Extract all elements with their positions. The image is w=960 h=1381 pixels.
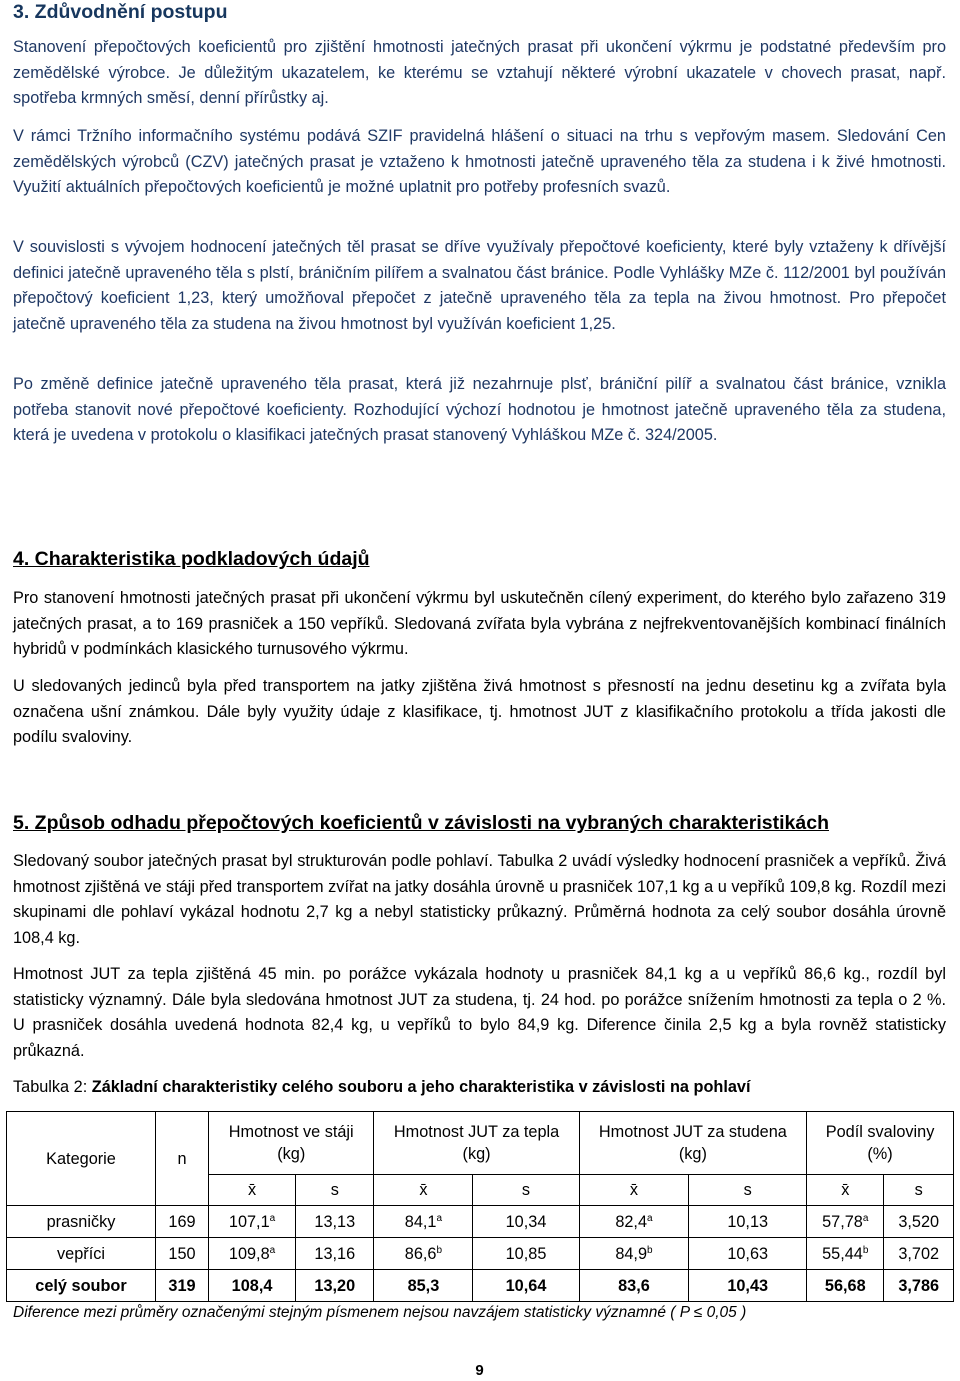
cell-value: 109,8$^a$ bbox=[209, 1238, 296, 1270]
cell-n: 150 bbox=[156, 1238, 209, 1270]
cell-value: 84,9$^b$ bbox=[579, 1238, 689, 1270]
header-kategorie: Kategorie bbox=[7, 1112, 156, 1206]
subheader-sd: s bbox=[473, 1175, 579, 1206]
table-caption-prefix: Tabulka 2: bbox=[13, 1078, 92, 1096]
cell-value: 3,702 bbox=[884, 1238, 954, 1270]
cell-value: 10,13 bbox=[689, 1206, 807, 1238]
cell-value: 56,68 bbox=[807, 1270, 884, 1302]
section-5-paragraph-2: Hmotnost JUT za tepla zjištěná 45 min. po porážce vykázala hodnoty u prasniček 84,1 kg a u vepříků 86,6 kg., rozdíl byl statisticky významný. Dále byla sledována hmotnost JUT za studena, tj. 24 hod. po porážce snížením hmotnosti za tepla o 2 %. U prasniček dosáhla uvedená hodnota 82,4 kg, u vepříků to bylo 84,9 kg. Diference činila 2,5 kg a byla rovněž statisticky průkazná. bbox=[13, 965, 946, 1060]
cell-value: 85,3 bbox=[374, 1270, 473, 1302]
cell-value: 108,4 bbox=[209, 1270, 296, 1302]
section-5-paragraph-1: Sledovaný soubor jatečných prasat byl strukturován podle pohlaví. Tabulka 2 uvádí výsledky hodnocení prasniček a vepříků. Živá hmotnost zjištěná ve stáji před transportem zvířat na jatky dosáhla úrovně u prasniček 107,1 kg a u vepříků 109,8 kg. Rozdíl mezi skupinami dle pohlaví vykázal hodnotu 2,7 kg a nebyl statisticky průkazný. Průměrná hodnota za celý soubor dosáhla úrovně 108,4 kg. bbox=[13, 852, 946, 947]
subheader-mean: x̄ bbox=[579, 1175, 689, 1206]
table-row-veprici bbox=[7, 1238, 954, 1270]
subheader-mean: x̄ bbox=[807, 1175, 884, 1206]
subheader-mean: x̄ bbox=[209, 1175, 296, 1206]
cell-value: 10,34 bbox=[473, 1206, 579, 1238]
subheader-sd: s bbox=[689, 1175, 807, 1206]
cell-value: 55,44$^b$ bbox=[807, 1238, 884, 1270]
header-jut-tepla: Hmotnost JUT za tepla (kg) bbox=[374, 1112, 579, 1175]
header-n: n bbox=[156, 1112, 209, 1206]
cell-value: 86,6$^b$ bbox=[374, 1238, 473, 1270]
cell-value: 13,20 bbox=[296, 1270, 374, 1302]
section-4-paragraph-1: Pro stanovení hmotnosti jatečných prasat při ukončení výkrmu byl uskutečněn cílený experiment, do kterého bylo zařazeno 319 jatečných prasat, a to 169 prasniček a 150 vepříků. Sledovaná zvířata byla vybrána z nejfrekventovanějších kombinací finálních hybridů v podmínkách klasického turnusového výkrmu. bbox=[13, 589, 946, 659]
table-row-prasnicky bbox=[7, 1206, 954, 1238]
results-table bbox=[6, 1111, 954, 1302]
section-4-heading: 4. Charakteristika podkladových údajů bbox=[13, 548, 370, 570]
cell-kategorie: prasničky bbox=[7, 1206, 156, 1238]
cell-value: 57,78$^a$ bbox=[807, 1206, 884, 1238]
cell-value: 10,43 bbox=[689, 1270, 807, 1302]
table-footnote: Diference mezi průměry označenými stejným písmenem nejsou navzájem statisticky významné ( P ≤ 0,05 ) bbox=[13, 1304, 747, 1321]
cell-value: 82,4$^a$ bbox=[579, 1206, 689, 1238]
cell-value: 13,16 bbox=[296, 1238, 374, 1270]
cell-value: 107,1$^a$ bbox=[209, 1206, 296, 1238]
cell-value: 10,63 bbox=[689, 1238, 807, 1270]
cell-value: 10,85 bbox=[473, 1238, 579, 1270]
cell-n: 169 bbox=[156, 1206, 209, 1238]
subheader-sd: s bbox=[884, 1175, 954, 1206]
section-3-paragraph-1: Stanovení přepočtových koeficientů pro zjištění hmotnosti jatečných prasat při ukončení výkrmu je podstatné především pro zemědělské výrobce. Je důležitým ukazatelem, ke kterému se vztahují některé výrobní ukazatele v chovech prasat, např. spotřeba krmných směsí, denní přírůstky aj. bbox=[13, 38, 946, 108]
section-5-heading: 5. Způsob odhadu přepočtových koeficientů v závislosti na vybraných charakteristikách bbox=[13, 812, 829, 834]
table-header-row bbox=[7, 1112, 954, 1175]
header-hmotnost-staj: Hmotnost ve stáji (kg) bbox=[209, 1112, 374, 1175]
section-3-heading: 3. Zdůvodnění postupu bbox=[13, 1, 228, 23]
section-3-paragraph-3: V souvislosti s vývojem hodnocení jatečných těl prasat se dříve využívaly přepočtové koeficienty, které byly vztaženy k dřívější definici jatečně upraveného těla s plstí, bráničním pilířem a svalnatou část bránice. Podle Vyhlášky MZe č. 112/2001 byl používán přepočtový koeficient 1,23, který umožňoval přepočet z jatečně upraveného těla za tepla na živou hmotnost. Pro přepočet jatečně upraveného těla za studena na živou hmotnost byl využíván koeficient 1,25. bbox=[13, 238, 946, 333]
header-jut-studena: Hmotnost JUT za studena (kg) bbox=[579, 1112, 806, 1175]
cell-value: 10,64 bbox=[473, 1270, 579, 1302]
table-caption-title: Základní charakteristiky celého souboru a jeho charakteristika v závislosti na pohlaví bbox=[91, 1078, 751, 1096]
cell-value: 83,6 bbox=[579, 1270, 689, 1302]
cell-value: 84,1$^a$ bbox=[374, 1206, 473, 1238]
table-caption bbox=[13, 1076, 946, 1098]
subheader-sd: s bbox=[296, 1175, 374, 1206]
cell-value: 3,520 bbox=[884, 1206, 954, 1238]
cell-kategorie: vepříci bbox=[7, 1238, 156, 1270]
cell-value: 13,13 bbox=[296, 1206, 374, 1238]
cell-n: 319 bbox=[156, 1270, 209, 1302]
cell-kategorie: celý soubor bbox=[7, 1270, 156, 1302]
section-3-paragraph-2: V rámci Tržního informačního systému podává SZIF pravidelná hlášení o situaci na trhu s vepřovým masem. Sledování Cen zemědělských výrobců (CZV) jatečných prasat je vztaženo k hmotnosti jatečně upraveného těla za studena i k živé hmotnosti. Využití aktuálních přepočtových koeficientů je možné uplatnit pro potřeby profesních svazů. bbox=[13, 127, 946, 197]
subheader-mean: x̄ bbox=[374, 1175, 473, 1206]
table-row-celkem bbox=[7, 1270, 954, 1302]
header-podil-svaloviny: Podíl svaloviny (%) bbox=[807, 1112, 954, 1175]
section-4-paragraph-2: U sledovaných jedinců byla před transportem na jatky zjištěna živá hmotnost s přesností na jednu desetinu kg a zvířata byla označena ušní známkou. Dále byly využity údaje z klasifikace, tj. hmotnost JUT z klasifikačního protokolu a třída jakosti dle podílu svaloviny. bbox=[13, 677, 946, 747]
section-3-paragraph-4: Po změně definice jatečně upraveného těla prasat, která již nezahrnuje plsť, brániční pilíř a svalnatou část bránice, vznikla potřeba stanovit nové přepočtové koeficienty. Rozhodující výchozí hodnotou je hmotnost jatečně upraveného těla za studena, která je uvedena v protokolu o klasifikaci jatečných prasat stanovený Vyhláškou MZe č. 324/2005. bbox=[13, 375, 946, 445]
cell-value: 3,786 bbox=[884, 1270, 954, 1302]
page-number: 9 bbox=[475, 1362, 484, 1379]
